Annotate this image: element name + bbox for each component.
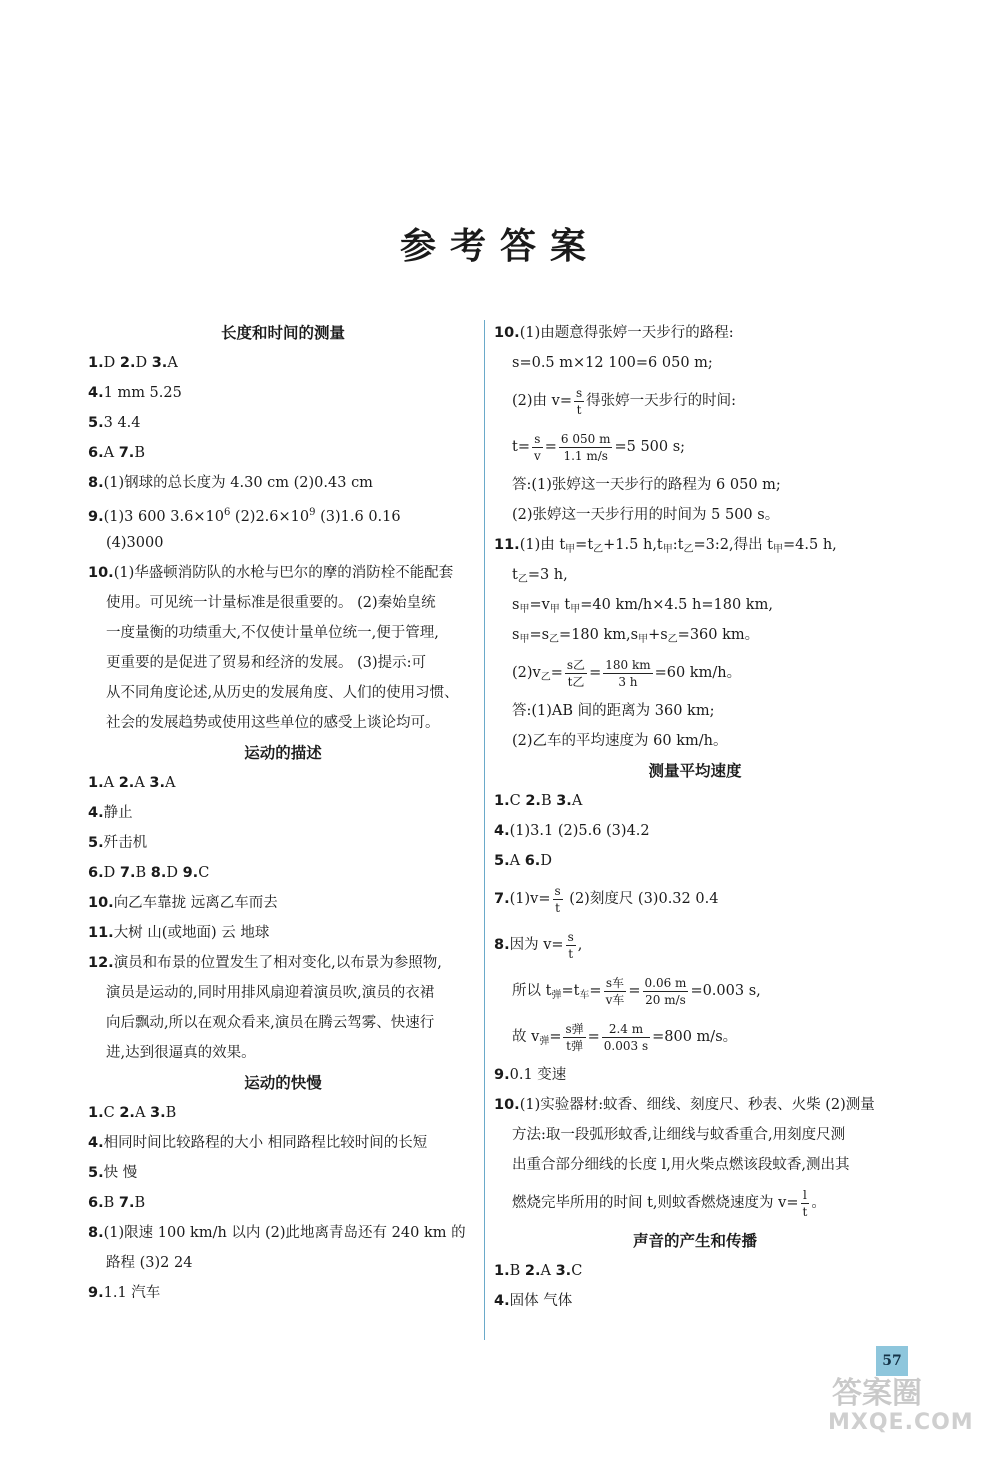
page-number: 57	[876, 1346, 908, 1376]
right-column	[494, 318, 896, 1316]
fraction: $\frac{s}{v}$	[533, 431, 541, 463]
fraction: $\frac{0.06 m}{20 m/s}$	[644, 975, 687, 1007]
answer-line: 1.C 2.A 3.B	[88, 1105, 177, 1121]
fraction: $\frac{\text{s弹}}{\text{t弹}}$	[565, 1021, 584, 1053]
answer-line: 1.A 2.A 3.A	[88, 775, 176, 791]
answer-line: 1.D 2.D 3.A	[88, 355, 178, 371]
section-heading: 声音的产生和传播	[632, 1232, 757, 1250]
answer-line: 7.(1)v= $\frac{s}{t}$ (2)刻度尺 (3)0.32 0.4	[494, 883, 719, 915]
fraction: $\frac{l}{t}$	[802, 1187, 808, 1219]
fraction: $\frac{2.4 m}{0.003 s}$	[603, 1021, 649, 1053]
answer-line: 4.相同时间比较路程的大小 相同路程比较时间的长短	[88, 1135, 428, 1151]
answer-line: 6.D 7.B 8.D 9.C	[88, 865, 210, 881]
answer-line: s=0.5 m×12 100=6 050 m;	[512, 355, 713, 371]
page-title: 参考答案	[399, 225, 600, 267]
answer-line: 向后飘动,所以在观众看来,演员在腾云驾雾、快速行	[106, 1015, 435, 1031]
answer-line: 5.歼击机	[88, 835, 148, 851]
answer-line: 5.3 4.4	[88, 415, 141, 431]
answer-line: 4.(1)3.1 (2)5.6 (3)4.2	[494, 823, 650, 839]
answer-line: 4.1 mm 5.25	[88, 385, 182, 401]
answer-line: (2)由 v= $\frac{s}{t}$ 得张婷一天步行的时间:	[512, 385, 737, 417]
answer-line: 11.(1)由 $t_甲=t_乙+1.5$ $h,t_甲:t_乙=3:2$,得出 $t_甲=4.5$ h,	[494, 537, 837, 555]
answer-line: 9.(1)3 600 $3.6\times 10^6$ $(2)2.6\times 10^9$ (3)1.6 0.16	[88, 507, 401, 525]
answer-line: 8.因为 v= $\frac{s}{t}$ ,	[494, 929, 583, 961]
answer-line: 10.(1)由题意得张婷一天步行的路程:	[494, 325, 734, 341]
answer-line: 使用。可见统一计量标准是很重要的。 (2)秦始皇统	[106, 595, 436, 611]
answer-line: (2)乙车的平均速度为 60 km/h。	[512, 733, 728, 749]
answer-line: $s_甲=v_甲$ $t_甲=40$ km/h×4.5 h=180 km,	[512, 597, 773, 615]
answer-line: 8.(1)限速 100 km/h 以内 (2)此地离青岛还有 240 km 的	[88, 1225, 466, 1241]
column-divider	[484, 320, 485, 1340]
answer-line: 10.(1)华盛顿消防队的水枪与巴尔的摩的消防栓不能配套	[88, 565, 454, 581]
answer-line: 5.A 6.D	[494, 853, 552, 869]
answer-line: $s_甲=s_乙=180$ $km,s_甲+s_乙=360$ km。	[512, 627, 760, 645]
answer-line: 社会的发展趋势或使用这些单位的感受上谈论均可。	[106, 715, 440, 731]
answer-line: 从不同角度论述,从历史的发展角度、人们的使用习惯、	[106, 685, 459, 701]
section-heading: 运动的描述	[244, 744, 322, 762]
fraction: $\frac{6 050 m}{1.1 m/s}$	[560, 431, 611, 463]
answer-line: 12.演员和布景的位置发生了相对变化,以布景为参照物,	[88, 955, 442, 971]
answer-line: 11.大树 山(或地面) 云 地球	[88, 925, 270, 941]
answer-line: 一度量衡的功绩重大,不仅使计量单位统一,便于管理,	[106, 625, 439, 641]
answer-line: 8.(1)钢球的总长度为 4.30 cm (2)0.43 cm	[88, 475, 373, 491]
section-heading: 测量平均速度	[648, 762, 742, 780]
watermark-logo: 答案圈	[832, 1376, 922, 1411]
answer-line: 4.固体 气体	[494, 1293, 573, 1309]
answer-line: $t_乙=3$ h,	[512, 567, 568, 585]
left-column	[88, 318, 478, 1308]
answer-line: 路程 (3)2 24	[106, 1255, 193, 1271]
answer-line: 4.静止	[88, 805, 133, 821]
section-heading: 长度和时间的测量	[220, 324, 345, 342]
fraction: $\frac{180 km}{3 h}$	[605, 657, 651, 689]
answer-line: 10.(1)实验器材:蚊香、细线、刻度尺、秒表、火柴 (2)测量	[494, 1097, 875, 1113]
answer-line: 1.C 2.B 3.A	[494, 793, 583, 809]
answer-line: 出重合部分细线的长度 l,用火柴点燃该段蚊香,测出其	[512, 1157, 850, 1173]
answer-line: 6.B 7.B	[88, 1195, 146, 1211]
fraction: $\frac{\text{s乙}}{\text{t乙}}$	[566, 657, 586, 689]
answer-line: 9.0.1 变速	[494, 1067, 567, 1083]
fraction: $\frac{\text{s车}}{\text{v车}}$	[605, 975, 625, 1007]
fraction: $\frac{s}{t}$	[567, 929, 574, 961]
fraction: $\frac{s}{t}$	[554, 883, 561, 915]
answer-line: 所以 $t_弹=t_车=$ $\frac{\text{s车}}{\text{v车}}$ = $\frac{0.06 m}{20 m/s}$ =0.003 s,	[512, 975, 761, 1007]
answer-line: 9.1.1 汽车	[88, 1285, 161, 1301]
answer-line: 故 $v_弹=$ $\frac{\text{s弹}}{\text{t弹}}$ = $\frac{2.4 m}{0.003 s}$ =800 m/s。	[512, 1021, 738, 1053]
answer-line: (2)张婷这一天步行用的时间为 5 500 s。	[512, 507, 780, 523]
answer-line: 进,达到很逼真的效果。	[106, 1045, 256, 1061]
answer-line: $(2)v_乙=$ $\frac{\text{s乙}}{\text{t乙}}$ = $\frac{180 km}{3 h}$ =60 km/h。	[512, 657, 742, 689]
answer-line: 6.A 7.B	[88, 445, 145, 461]
answer-line: 5.快 慢	[88, 1165, 138, 1181]
fraction: $\frac{s}{t}$	[576, 385, 583, 417]
section-heading: 运动的快慢	[244, 1074, 322, 1092]
answer-line: t= $\frac{s}{v}$ = $\frac{6 050 m}{1.1 m/s}$ =5 500 s;	[512, 431, 686, 463]
answer-line: 演员是运动的,同时用排风扇迎着演员吹,演员的衣裙	[106, 985, 435, 1001]
answer-line: 更重要的是促进了贸易和经济的发展。 (3)提示:可	[106, 655, 427, 671]
answer-line: 燃烧完毕所用的时间 t,则蚊香燃烧速度为 v= $\frac{l}{t}$ 。	[512, 1187, 826, 1219]
answer-line: 1.B 2.A 3.C	[494, 1263, 583, 1279]
answer-line: 答:(1)AB 间的距离为 360 km;	[512, 703, 715, 719]
answer-line: 10.向乙车靠拢 远离乙车而去	[88, 895, 278, 911]
watermark-site: MXQE.COM	[828, 1410, 974, 1435]
answer-line: 答:(1)张婷这一天步行的路程为 6 050 m;	[512, 477, 781, 493]
answer-line: 方法:取一段弧形蚊香,让细线与蚊香重合,用刻度尺测	[512, 1127, 846, 1143]
answer-line: (4)3000	[106, 535, 164, 551]
